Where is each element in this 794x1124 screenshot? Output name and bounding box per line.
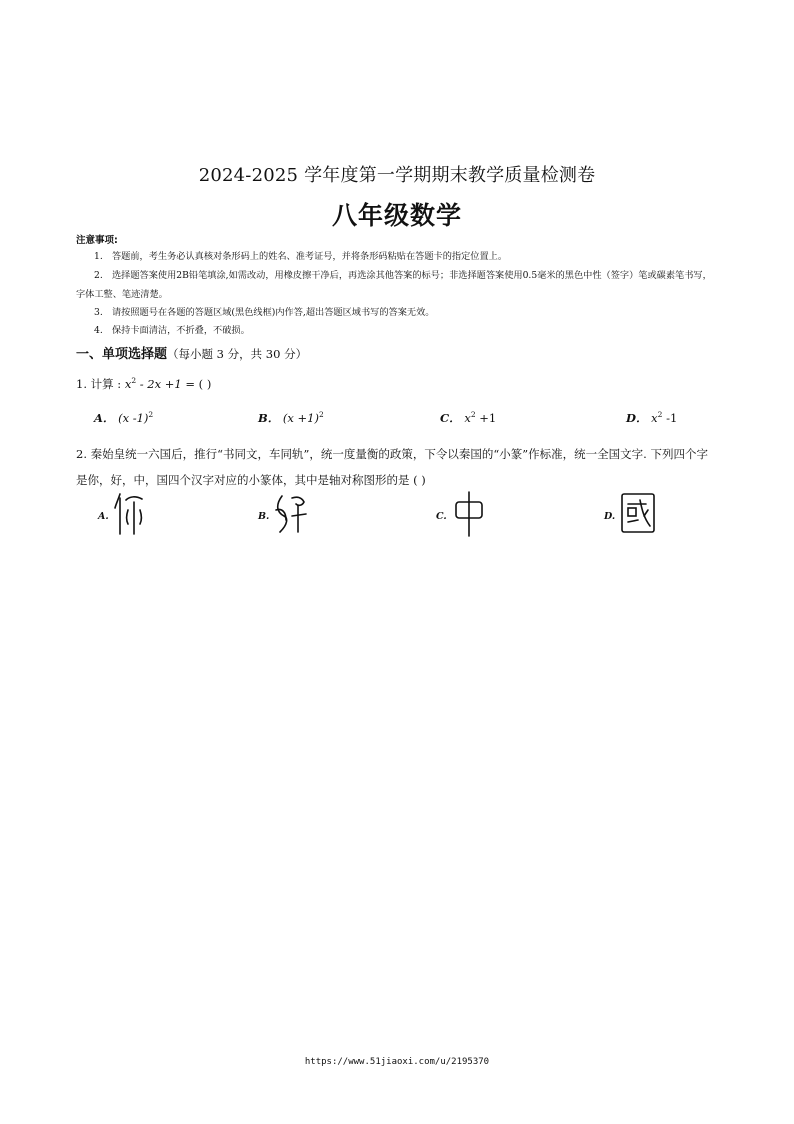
q1-option-d[interactable]: D． $x^2$ -1	[626, 410, 678, 425]
question-1: 1. 计算 : $x^2 - 2x +1$ = ( )	[76, 376, 212, 391]
footer-url: https://www.51jiaoxi.com/u/2195370	[304, 1057, 490, 1067]
notice-item-4: 4. 保持卡面清洁，不折叠，不破损。	[94, 325, 250, 336]
seal-ni-icon	[112, 490, 152, 538]
seal-guo-icon	[618, 490, 660, 538]
notice-item-2: 2. 选择题答案使用2B铅笔填涂,如需改动，用橡皮擦干净后，再选涂其他答案的标号；非选择题答案使用0.5毫米的黑色中性（签字）笔或碳素笔书写，字体工整、笔迹清楚。	[76, 270, 712, 300]
notice-heading: 注意事项:	[76, 235, 118, 246]
seal-hao-icon	[272, 490, 312, 538]
exam-title: 2024-2025 学年度第一学期期末教学质量检测卷	[198, 165, 596, 186]
question-2: 2. 秦始皇统一六国后，推行“书同文，车同轨”，统一度量衡的政策，下令以秦国的“小篆”作标准，统一全国文字. 下列四个字是你，好，中，国四个汉字对应的小篆体，其中是轴对称图形的是 ( )	[76, 447, 708, 487]
q1-option-c[interactable]: C． $x^2 +1$	[440, 410, 497, 425]
subject-title: 八年级数学	[331, 201, 462, 230]
q1-option-b[interactable]: B． $(x +1)^2$	[258, 410, 324, 425]
notice-item-3: 3. 请按照题号在各题的答题区域(黑色线框)内作答,超出答题区域书写的答案无效。	[94, 307, 435, 318]
section-heading: 一、单项选择题（每小题 3 分，共 30 分）	[76, 347, 308, 362]
question-2-options: A. B. C. D.	[0, 490, 794, 540]
notice-item-1: 1. 答题前，考生务必认真核对条形码上的姓名、准考证号，并将条形码粘贴在答题卡的指定位置上。	[94, 251, 508, 262]
seal-zhong-icon	[450, 490, 490, 538]
q1-option-a[interactable]: A． (x -1)$^2$	[94, 410, 154, 425]
